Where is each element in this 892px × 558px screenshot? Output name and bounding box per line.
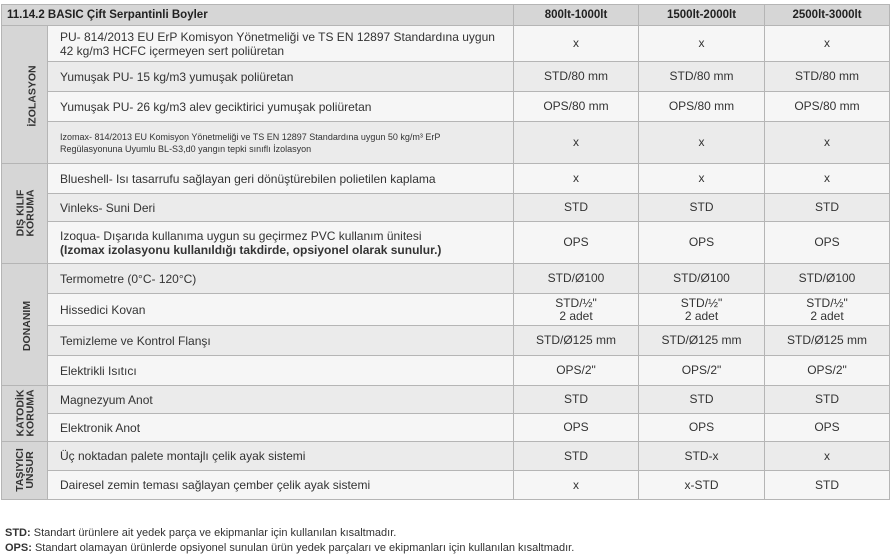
row-value: x (514, 122, 639, 164)
spec-table (1, 4, 890, 500)
row-value: STD (514, 386, 639, 414)
row-value: OPS/2" (514, 356, 639, 386)
row-value: OPS (765, 414, 890, 442)
table-row (2, 442, 890, 471)
table-row (2, 386, 890, 414)
row-description: Yumuşak PU- 15 kg/m3 yumuşak poliüretan (48, 62, 514, 92)
category-label: TAŞIYICI UNSUR (13, 448, 36, 492)
footnote-text: Standart ürünlere ait yedek parça ve ekipmanlar için kullanılan kısaltmadır. (30, 527, 397, 539)
table-row (2, 471, 890, 500)
row-value: STD (514, 194, 639, 222)
column-header-1500-2000: 1500lt-2000lt (639, 5, 765, 26)
row-description-text: Izoqua- Dışarıda kullanıma uygun su geçirmez PVC kullanım ünitesi (60, 228, 422, 243)
row-value: x (639, 164, 765, 194)
row-value: STD/80 mm (639, 62, 765, 92)
row-value: x (514, 26, 639, 62)
row-value: OPS/2" (765, 356, 890, 386)
footnote-ops (5, 542, 574, 554)
row-description (48, 222, 514, 264)
table-title: 11.14.2 BASIC Çift Serpantinli Boyler (2, 5, 514, 26)
table-row (2, 92, 890, 122)
row-description: Üç noktadan palete montajlı çelik ayak sistemi (48, 442, 514, 471)
row-value: x (514, 164, 639, 194)
row-value: STD (639, 194, 765, 222)
row-value-line: STD/½" (806, 295, 848, 310)
row-description: Elektrikli Isıtıcı (48, 356, 514, 386)
row-value: STD (514, 442, 639, 471)
row-value-line: STD/½" (680, 295, 723, 310)
row-value: STD/Ø125 mm (514, 326, 639, 356)
category-dis-kilif-koruma (2, 164, 48, 264)
row-value-count: 2 adet (810, 308, 844, 323)
category-label: KATODİK KORUMA (14, 389, 37, 437)
row-value: STD (765, 194, 890, 222)
row-value (639, 294, 765, 326)
row-description-note: (Izomax izolasyonu kullanıldığı takdirde, opsiyonel olarak sunulur.) (60, 242, 442, 257)
row-value: x (765, 164, 890, 194)
footnote-std (5, 527, 396, 539)
footnote-term: STD: (5, 527, 31, 539)
row-value: x (514, 471, 639, 500)
table-row (2, 356, 890, 386)
row-description: Elektronik Anot (48, 414, 514, 442)
row-description: Dairesel zemin teması sağlayan çember çelik ayak sistemi (48, 471, 514, 500)
column-header-2500-3000: 2500lt-3000lt (765, 5, 890, 26)
row-value: STD/Ø125 mm (639, 326, 765, 356)
row-value: STD/Ø100 (765, 264, 890, 294)
category-label: DIŞ KILIF KORUMA (14, 189, 37, 237)
row-value: x-STD (639, 471, 765, 500)
row-value: x (765, 442, 890, 471)
row-value-count: 2 adet (684, 308, 719, 323)
category-izolasyon (2, 26, 48, 164)
category-label: İZOLASYON (26, 64, 39, 127)
row-value (765, 294, 890, 326)
row-value: x (765, 26, 890, 62)
table-row (2, 62, 890, 92)
row-value: STD (639, 386, 765, 414)
category-katodik-koruma (2, 386, 48, 442)
row-value-count: 2 adet (559, 308, 593, 323)
table-row (2, 164, 890, 194)
table-row (2, 414, 890, 442)
row-description: Termometre (0°C- 120°C) (48, 264, 514, 294)
table-row (2, 294, 890, 326)
row-value: OPS (639, 222, 765, 264)
row-description: PU- 814/2013 EU ErP Komisyon Yönetmeliği ve TS EN 12897 Standardına uygun 42 kg/m3 HCFC içermeyen sert poliüretan (48, 26, 514, 62)
category-label: DONANIM (21, 300, 34, 351)
row-value: STD/80 mm (765, 62, 890, 92)
footnote-term: OPS: (5, 542, 32, 554)
row-value: OPS (639, 414, 765, 442)
category-donanim (2, 264, 48, 386)
row-value: STD (765, 471, 890, 500)
table-row (2, 26, 890, 62)
row-value (514, 294, 639, 326)
table-row (2, 122, 890, 164)
row-value: x (765, 122, 890, 164)
table-row (2, 264, 890, 294)
table-row (2, 222, 890, 264)
table-row (2, 194, 890, 222)
row-value: STD (765, 386, 890, 414)
table-header-row (2, 5, 890, 26)
row-description: Blueshell- Isı tasarrufu sağlayan geri dönüştürebilen polietilen kaplama (48, 164, 514, 194)
row-value: STD/Ø100 (514, 264, 639, 294)
column-header-800-1000: 800lt-1000lt (514, 5, 639, 26)
table-row (2, 326, 890, 356)
row-value: OPS/80 mm (639, 92, 765, 122)
row-description: Temizleme ve Kontrol Flanşı (48, 326, 514, 356)
row-description: Vinleks- Suni Deri (48, 194, 514, 222)
row-value: x (639, 26, 765, 62)
row-value: STD/Ø100 (639, 264, 765, 294)
row-value: STD/80 mm (514, 62, 639, 92)
footnote-text: Standart olamayan ürünlerde opsiyonel sunulan ürün yedek parçaları ve ekipmanları için kullanılan kısaltmadır. (31, 542, 575, 554)
row-value: STD-x (639, 442, 765, 471)
row-value: OPS/80 mm (765, 92, 890, 122)
row-value: OPS (514, 414, 639, 442)
category-tasiyici-unsur (2, 442, 48, 500)
row-description: Magnezyum Anot (48, 386, 514, 414)
row-value: OPS (514, 222, 639, 264)
row-value: OPS/2" (639, 356, 765, 386)
row-value: OPS/80 mm (514, 92, 639, 122)
row-description: Yumuşak PU- 26 kg/m3 alev geciktirici yumuşak poliüretan (48, 92, 514, 122)
row-description: Hissedici Kovan (48, 294, 514, 326)
row-value: x (639, 122, 765, 164)
row-description: Izomax- 814/2013 EU Komisyon Yönetmeliği ve TS EN 12897 Standardına uygun 50 kg/m³ ErP Regülasyonuna Uyumlu BL-S3,d0 yangın tepki sınıflı İzolasyon (48, 122, 514, 164)
row-value: OPS (765, 222, 890, 264)
row-value: STD/Ø125 mm (765, 326, 890, 356)
row-value-line: STD/½" (555, 295, 597, 310)
